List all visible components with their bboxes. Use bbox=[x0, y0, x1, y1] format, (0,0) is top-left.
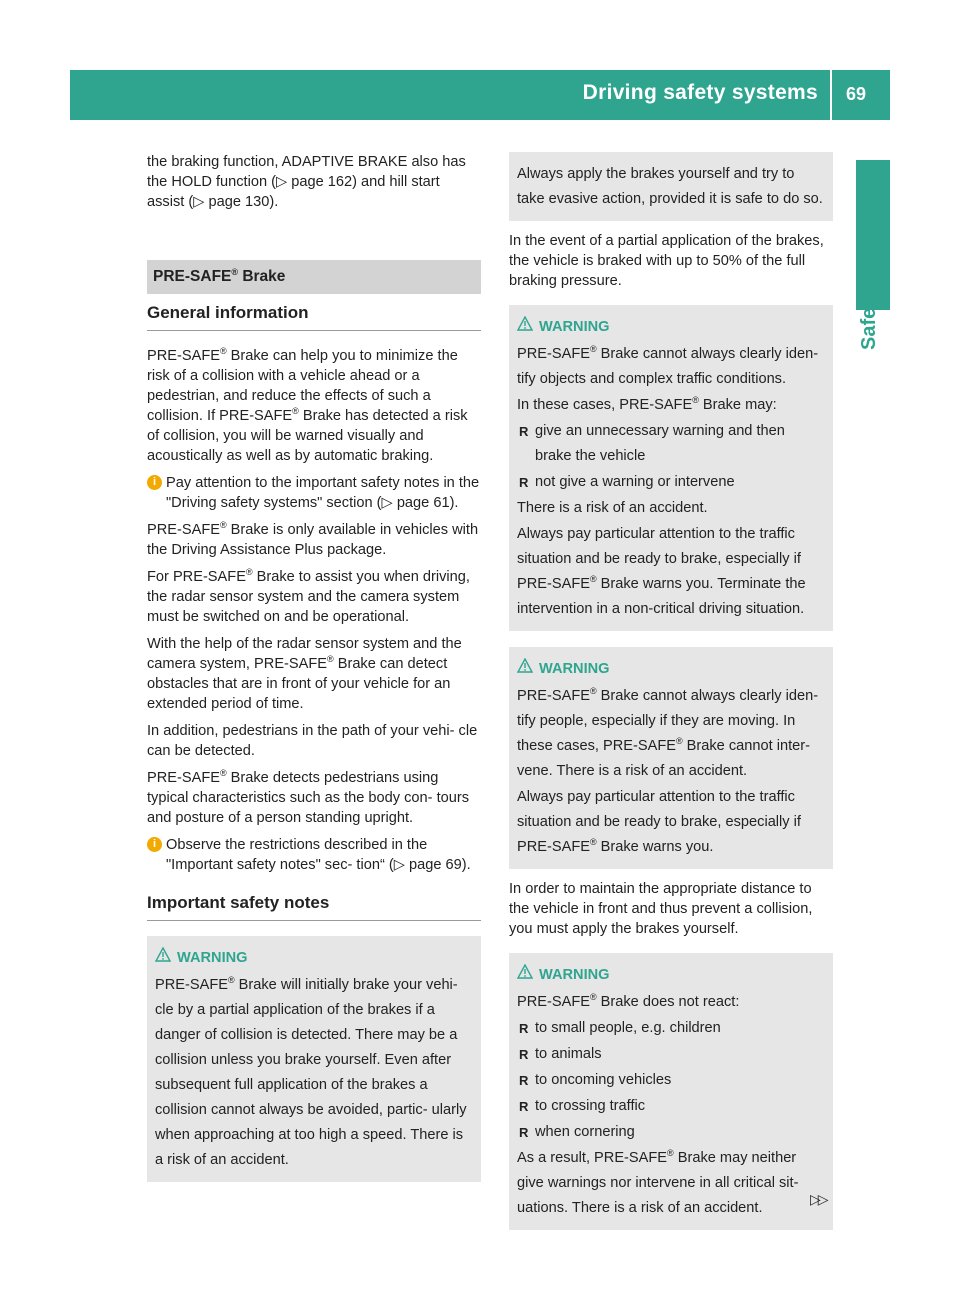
registered-mark: ® bbox=[589, 686, 597, 697]
warning-title: WARNING bbox=[155, 946, 473, 971]
list-item: R to oncoming vehicles bbox=[519, 1072, 672, 1088]
warning-triangle-icon bbox=[517, 964, 533, 979]
registered-mark: ® bbox=[589, 344, 597, 355]
registered-mark: ® bbox=[219, 520, 227, 531]
registered-mark: ® bbox=[675, 736, 683, 747]
page-header bbox=[70, 70, 890, 120]
header-divider bbox=[830, 70, 832, 120]
list-item: R to animals bbox=[519, 1046, 602, 1062]
right-column bbox=[509, 152, 833, 1240]
warning-triangle-icon bbox=[155, 947, 171, 962]
paragraph: In the event of a partial application of the brakes, the vehicle is braked with up to 50% of the full braking pressure. bbox=[509, 233, 824, 289]
subhead-important-safety-notes: Important safety notes bbox=[147, 893, 481, 921]
registered-mark: ® bbox=[589, 574, 597, 585]
registered-mark: ® bbox=[245, 567, 253, 578]
note-box: Always apply the brakes yourself and try to take evasive action, provided it is safe to do so. bbox=[509, 152, 833, 221]
warning-title: WARNING bbox=[517, 657, 825, 682]
paragraph: PRE-SAFE® Brake is only available in vehicles with the Driving Assistance Plus package. bbox=[147, 520, 479, 558]
intro-paragraph: the braking function, ADAPTIVE BRAKE also has the HOLD function (▷ page 162) and hill start assist (▷ page 130). bbox=[147, 154, 466, 210]
registered-mark: ® bbox=[327, 654, 334, 665]
registered-mark: ® bbox=[292, 406, 299, 417]
registered-mark: ® bbox=[589, 837, 597, 848]
subhead-general-information: General information bbox=[147, 303, 481, 331]
info-note: i Pay attention to the important safety notes in the "Driving safety systems" section (▷ page 61). bbox=[147, 473, 481, 513]
registered-mark: ® bbox=[227, 975, 235, 986]
info-icon: i bbox=[147, 475, 162, 490]
registered-mark: ® bbox=[667, 1148, 674, 1159]
registered-mark: ® bbox=[219, 346, 227, 357]
info-icon: i bbox=[147, 837, 162, 852]
side-tab-label: Safety bbox=[858, 289, 880, 350]
paragraph: PRE-SAFE® Brake detects pedestrians using typical characteristics such as the body con- tours and posture of a person standing upright. bbox=[147, 768, 470, 826]
left-column bbox=[147, 152, 481, 1192]
paragraph: With the help of the radar sensor system and the camera system, PRE-SAFE® Brake can detect obstacles that are in front of your vehicle for an extended period of time. bbox=[147, 636, 462, 712]
warning-box: WARNING PRE-SAFE® Brake will initially brake your vehi- cle by a partial application of the brakes if a danger of collision is detected. There may be a collision unless you brake yourself. Even after subsequent full application of the brakes a collision cannot always be avoided, partic- ularly when approaching at too high a speed. There is a risk of an accident. bbox=[147, 936, 481, 1182]
registered-mark: ® bbox=[692, 395, 699, 406]
registered-mark: ® bbox=[589, 992, 597, 1003]
section-title: PRE-SAFE® Brake bbox=[147, 260, 481, 294]
warning-title: WARNING bbox=[517, 315, 825, 340]
chapter-title: Driving safety systems bbox=[582, 81, 818, 104]
list-item: R to small people, e.g. children bbox=[519, 1020, 721, 1036]
warning-box: WARNING PRE-SAFE® Brake cannot always clearly iden- tify people, especially if they are moving. In these cases, PRE-SAFE® Brake cannot inter- vene. There is a risk of an accident. Always pay particular attention to the traffic situation and be ready to brake, especially if PRE-SAFE® Brake warns you. bbox=[509, 647, 833, 869]
page-number: 69 bbox=[846, 84, 867, 104]
warning-triangle-icon bbox=[517, 658, 533, 673]
list-item: R give an unnecessary warning and then brake the vehicle bbox=[519, 423, 785, 464]
info-note: i Observe the restrictions described in the "Important safety notes" sec- tion“ (▷ page 69). bbox=[147, 835, 481, 875]
list-item: R to crossing traffic bbox=[519, 1098, 646, 1114]
registered-mark: ® bbox=[219, 768, 227, 779]
list-item: R not give a warning or intervene bbox=[519, 474, 735, 490]
paragraph: In addition, pedestrians in the path of your vehi- cle can be detected. bbox=[147, 723, 478, 759]
warning-box: WARNING PRE-SAFE® Brake does not react: R to small people, e.g. children R to animals R to oncoming vehicles R to crossing traffic R when cornering As a result, PRE-SAFE® Brake may neither give warnings nor intervene in all critical sit- uations. There is a risk of an accident. bbox=[509, 953, 833, 1230]
list-item: R when cornering bbox=[519, 1124, 635, 1140]
paragraph: For PRE-SAFE® Brake to assist you when driving, the radar sensor system and the camera system must be switched on and be operational. bbox=[147, 567, 470, 625]
warning-triangle-icon bbox=[517, 316, 533, 331]
side-tab bbox=[848, 258, 898, 358]
paragraph: PRE-SAFE® Brake can help you to minimize the risk of a collision with a vehicle ahead or a pedestrian, and reduce the effects of such a collision. If PRE-SAFE® Brake has detected a risk of collision, you will be warned visually and acoustically as well as by automatic braking. bbox=[147, 346, 468, 464]
paragraph: In order to maintain the appropriate distance to the vehicle in front and thus prevent a collision, you must apply the brakes yourself. bbox=[509, 881, 813, 937]
warning-box: WARNING PRE-SAFE® Brake cannot always clearly iden- tify objects and complex traffic conditions. In these cases, PRE-SAFE® Brake may: R give an unnecessary warning and then brake the vehicle R not give a warning or intervene There is a risk of an accident. Always pay particular attention to the traffic situation and be ready to brake, especially if PRE-SAFE® Brake warns you. Terminate the intervention in a non-critical driving situation. bbox=[509, 305, 833, 631]
registered-mark: ® bbox=[231, 266, 239, 277]
warning-title: WARNING bbox=[517, 963, 825, 988]
continued-next-page-icon: ▷▷ bbox=[810, 1191, 826, 1207]
